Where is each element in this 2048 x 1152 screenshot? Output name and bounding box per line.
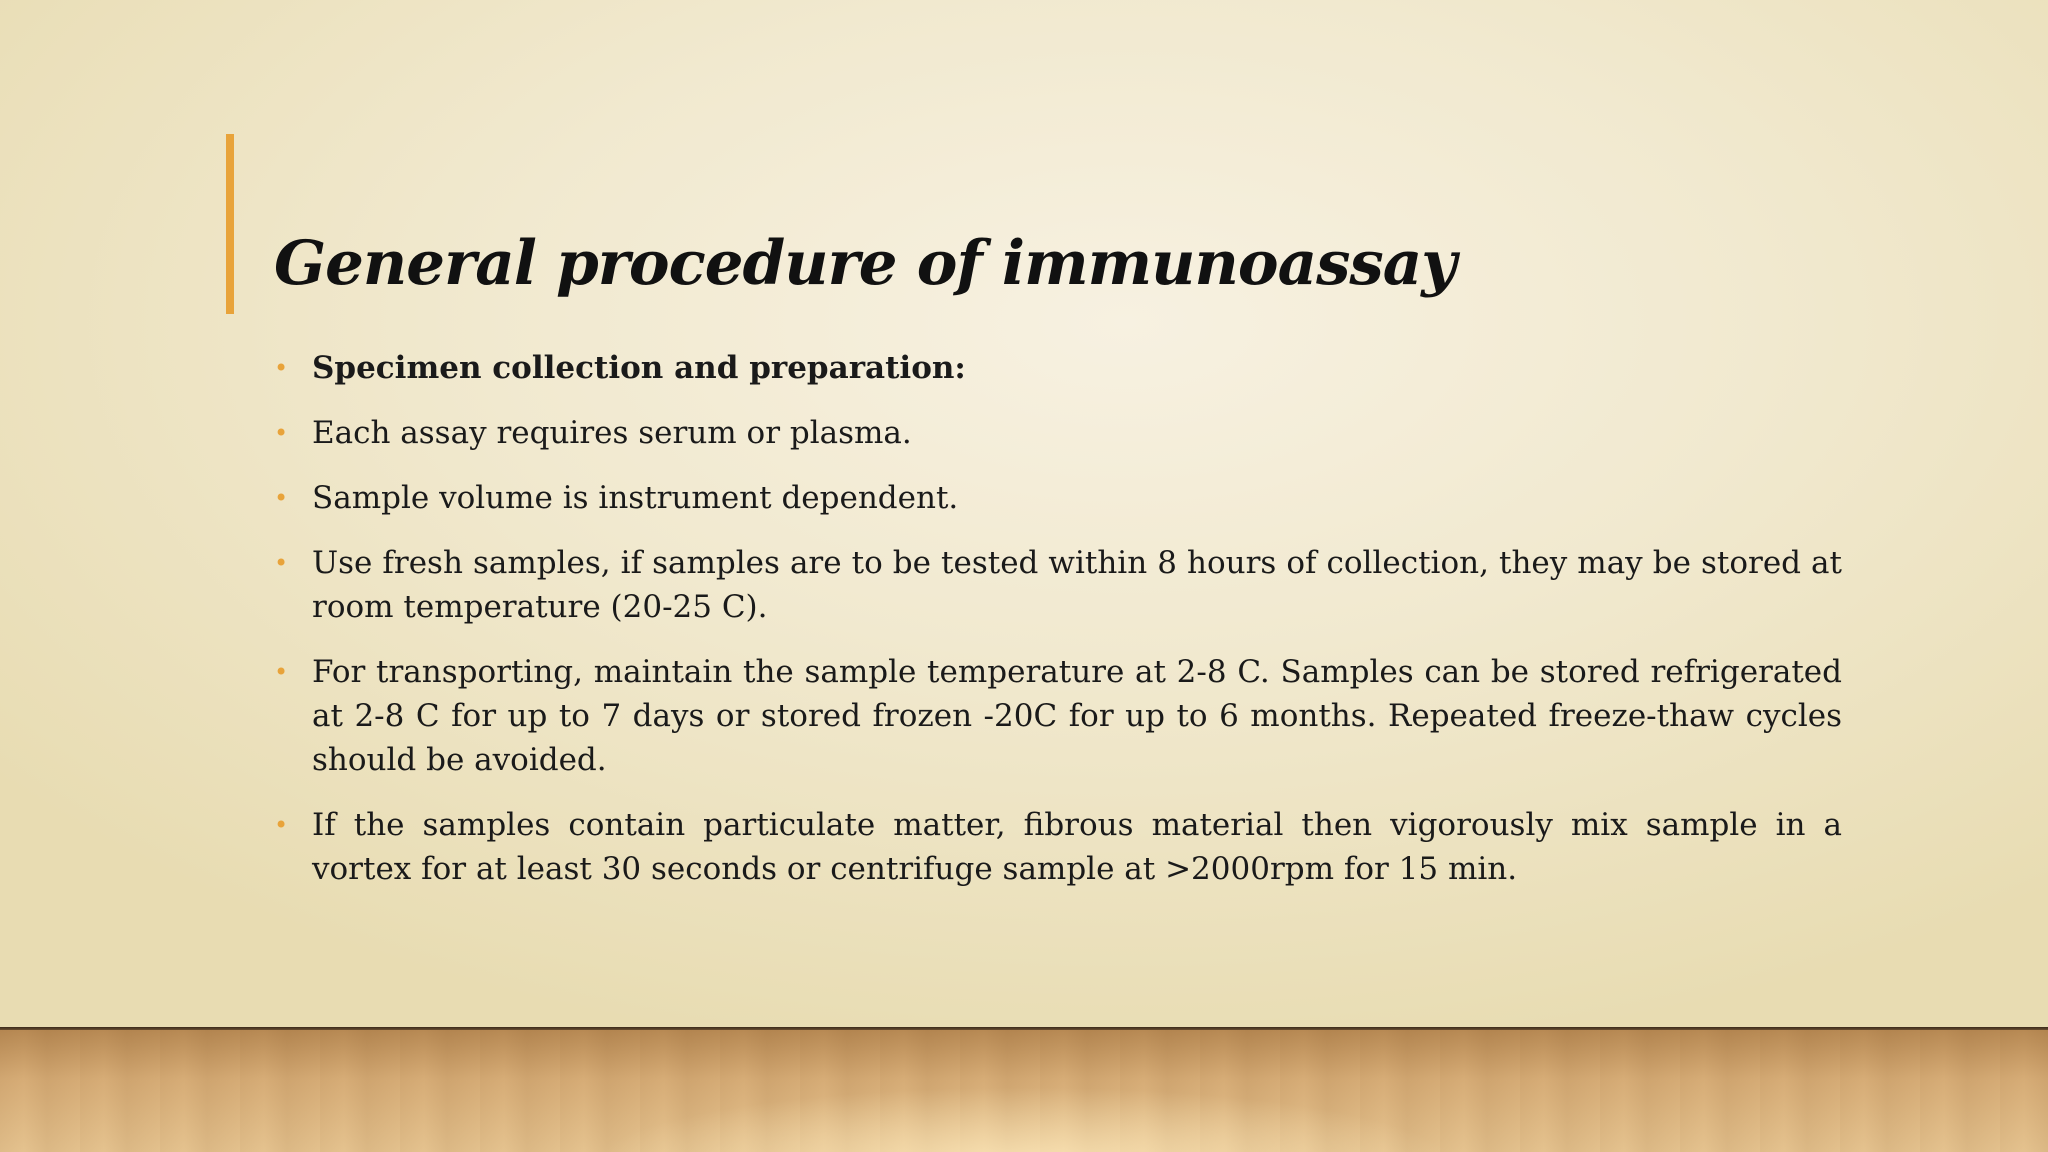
bullet-text: Each assay requires serum or plasma.: [312, 415, 912, 451]
title-accent-bar: [226, 134, 234, 314]
wood-floor-background: [0, 1030, 2048, 1152]
bullet-text: Sample volume is instrument dependent.: [312, 480, 959, 516]
bullet-text: For transporting, maintain the sample temperature at 2-8 C. Samples can be stored refrigerated at 2-8 C for up to 7 days or stored frozen -20C for up to 6 months. Repeated freeze-thaw cycles should be avoided.: [312, 654, 1842, 778]
bullet-icon: •: [274, 354, 289, 382]
slide-title: General procedure of immunoassay: [274, 228, 1456, 299]
bullet-item-specimen-heading: [270, 346, 1842, 390]
bullet-icon: •: [274, 419, 289, 447]
bullet-item-fresh-samples: [270, 541, 1842, 629]
bullet-text: If the samples contain particulate matter, fibrous material then vigorously mix sample in a vortex for at least 30 seconds or centrifuge sample at >2000rpm for 15 min.: [312, 807, 1842, 887]
bullet-icon: •: [274, 658, 289, 686]
bullet-text: Specimen collection and preparation:: [312, 350, 966, 386]
bullet-item-transporting: [270, 650, 1842, 782]
bullet-text: Use fresh samples, if samples are to be tested within 8 hours of collection, they may be stored at room temperature (20-25 C).: [312, 545, 1842, 625]
bullet-list: [270, 346, 1842, 912]
bullet-icon: •: [274, 549, 289, 577]
bullet-item-sample-volume: [270, 476, 1842, 520]
bullet-icon: •: [274, 811, 289, 839]
bullet-item-particulate-matter: [270, 803, 1842, 891]
bullet-item-serum-plasma: [270, 411, 1842, 455]
bullet-icon: •: [274, 484, 289, 512]
